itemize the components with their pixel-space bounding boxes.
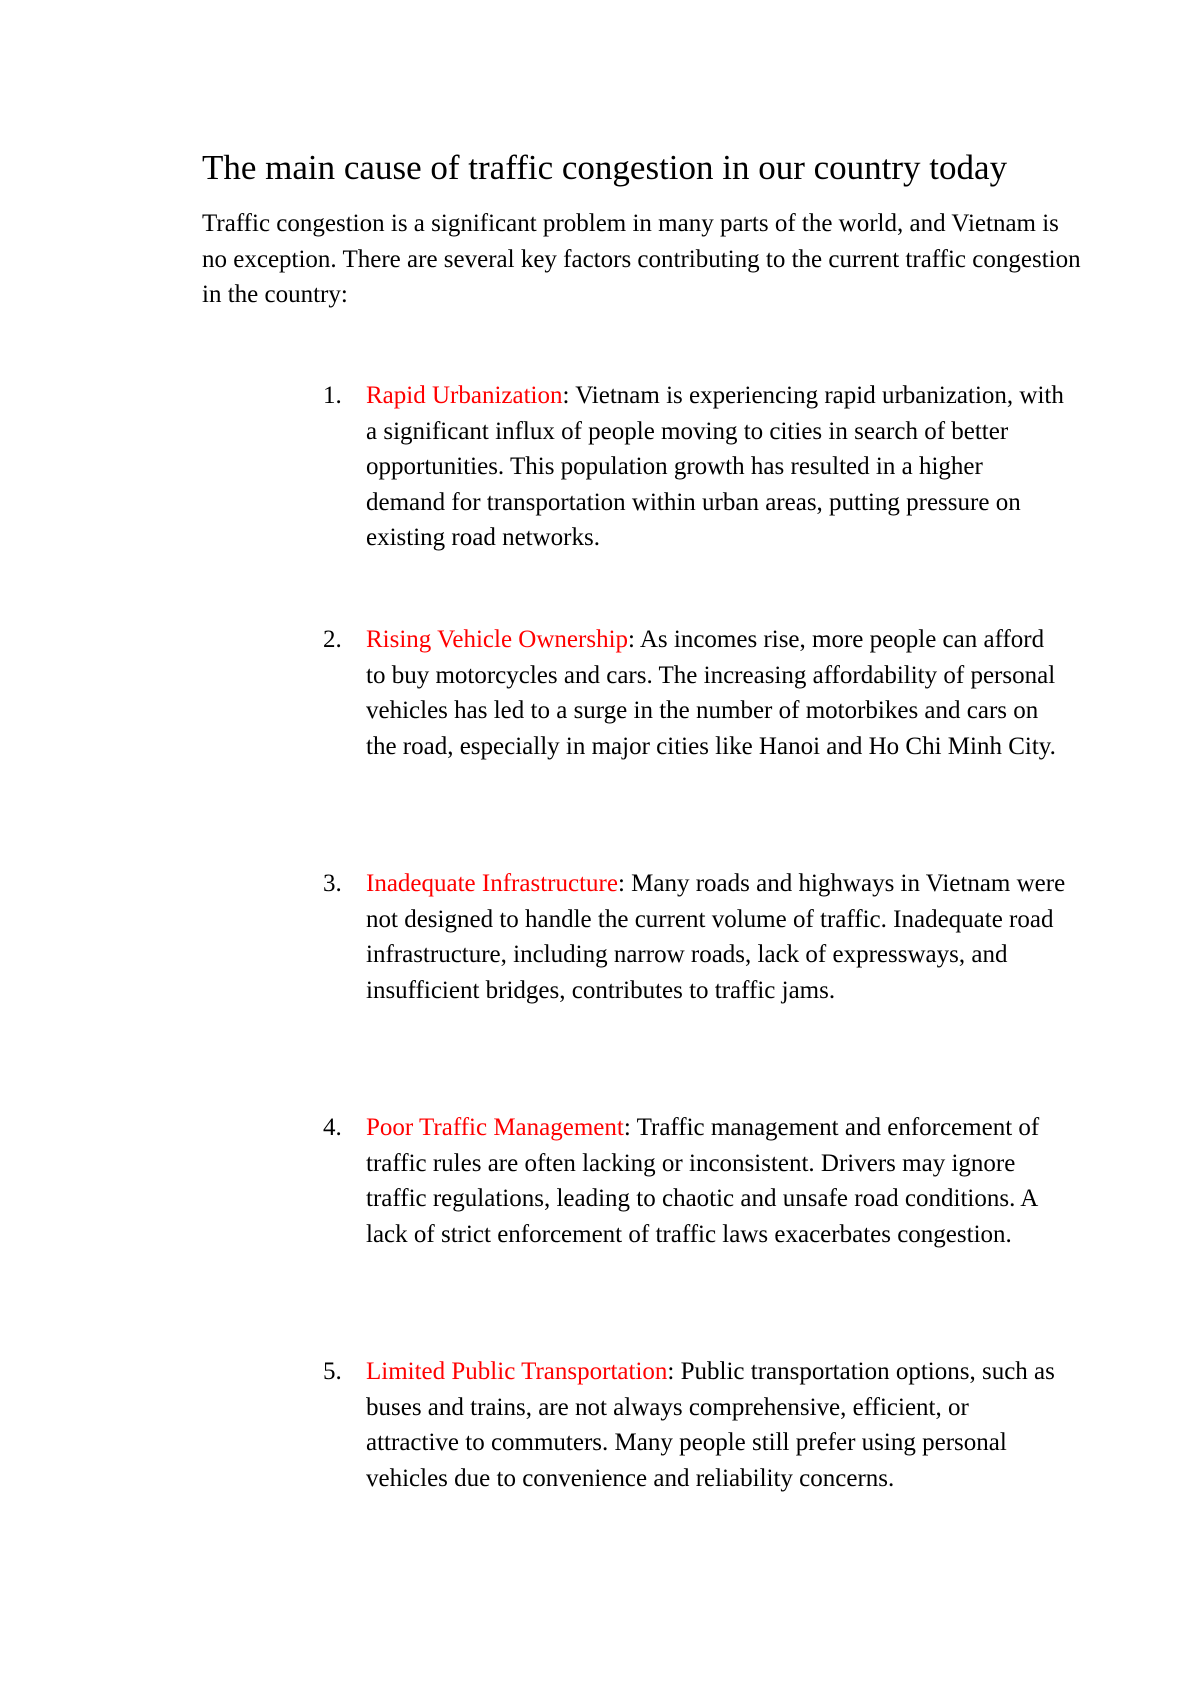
list-number: 5.	[323, 1358, 342, 1385]
list-item-body	[366, 378, 1066, 556]
list-number: 3.	[323, 870, 342, 897]
list-item-body	[366, 1110, 1066, 1252]
list-number: 2.	[323, 626, 342, 653]
cause-term: Poor Traffic Management	[366, 1114, 624, 1141]
term-separator: :	[562, 382, 570, 409]
term-separator: :	[628, 626, 635, 653]
list-item-body	[366, 866, 1066, 1008]
term-separator: :	[617, 870, 625, 897]
document-title: The main cause of traffic congestion in our country today	[202, 148, 1008, 187]
term-separator: :	[623, 1114, 631, 1141]
term-separator: :	[667, 1358, 675, 1385]
cause-description: Public transportation options, such as buses and trains, are not always comprehensive, efficient, or attractive to commuters. Many people still prefer using personal vehicles due to convenience and reliability concerns.	[366, 1358, 1055, 1492]
cause-description: Many roads and highways in Vietnam were not designed to handle the current volume of traffic. Inadequate road infrastructure, including narrow roads, lack of expressways, and insufficient bridges, contributes to traffic jams.	[366, 870, 1066, 1004]
list-number: 4.	[323, 1114, 342, 1141]
list-item-body	[366, 1354, 1066, 1496]
cause-description: As incomes rise, more people can afford to buy motorcycles and cars. The increasing affordability of personal vehicles has led to a surge in the number of motorbikes and cars on the road, especially in major cities like Hanoi and Ho Chi Minh City.	[366, 626, 1056, 760]
cause-term: Inadequate Infrastructure	[366, 870, 618, 897]
list-number: 1.	[323, 382, 342, 409]
cause-term: Rising Vehicle Ownership	[366, 626, 629, 653]
cause-description: Vietnam is experiencing rapid urbanization, with a significant influx of people moving to cities in search of better opportunities. This population growth has resulted in a higher demand for transportation within urban areas, putting pressure on existing road networks.	[366, 382, 1064, 551]
cause-term: Limited Public Transportation	[366, 1358, 668, 1385]
cause-description: Traffic management and enforcement of traffic rules are often lacking or inconsistent. Drivers may ignore traffic regulations, leading to chaotic and unsafe road conditions. A lack of strict enforcement of traffic laws exacerbates congestion.	[366, 1114, 1040, 1248]
intro-paragraph: Traffic congestion is a significant problem in many parts of the world, and Vietnam is no exception. There are several key factors contributing to the current traffic congestion in the country:	[202, 210, 1081, 308]
list-item-body	[366, 622, 1066, 764]
cause-term: Rapid Urbanization	[366, 382, 563, 409]
